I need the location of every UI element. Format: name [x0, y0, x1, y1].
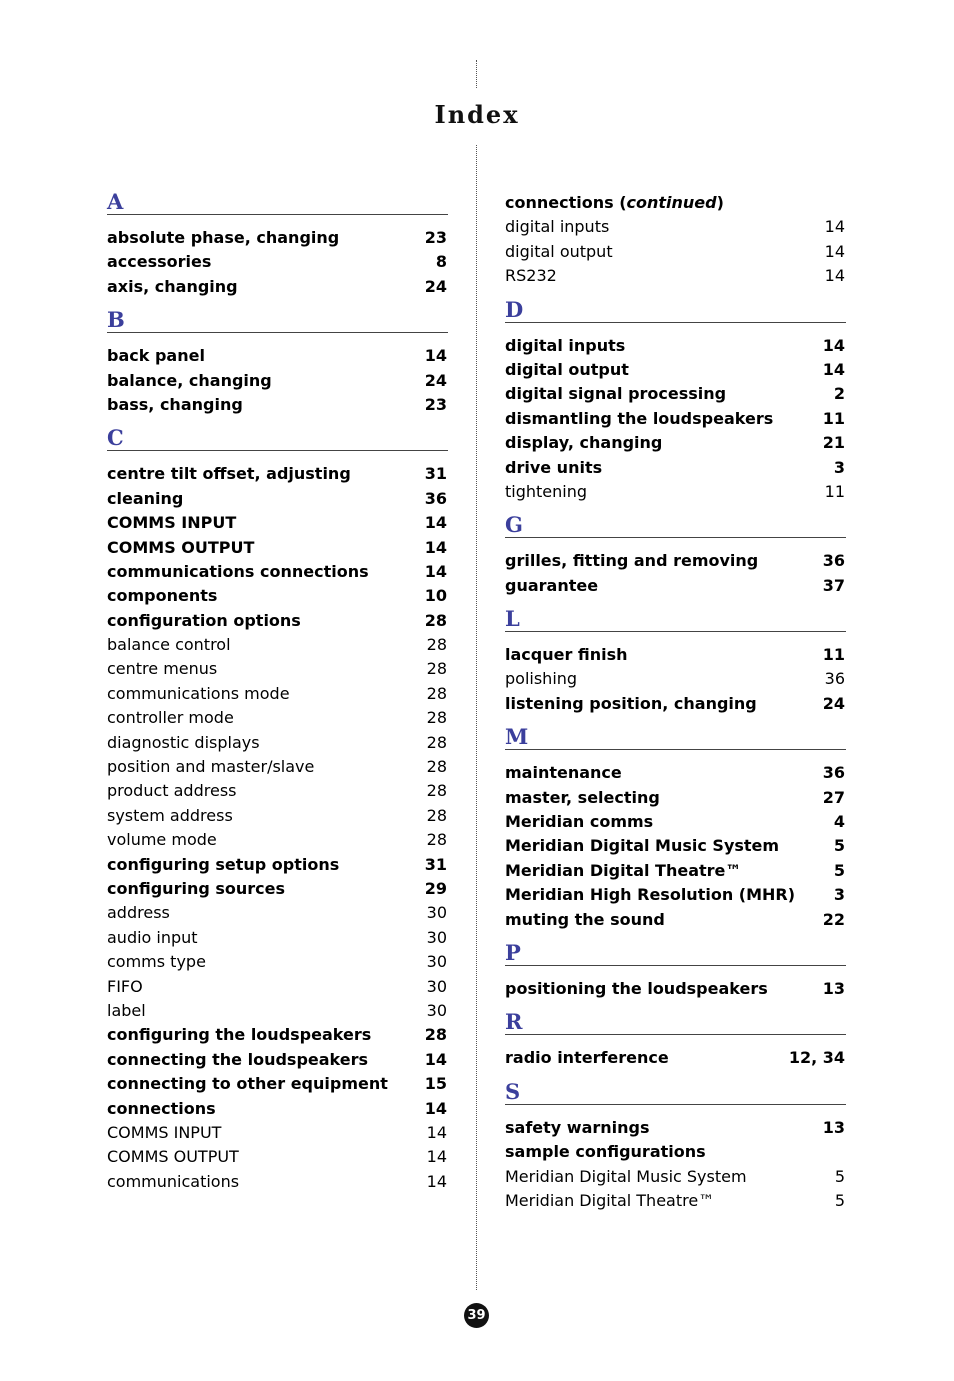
- index-entry-page: 31: [424, 464, 447, 484]
- index-entry: [107, 511, 448, 535]
- page-number-badge: 39: [464, 1303, 489, 1328]
- index-entry: [107, 682, 448, 706]
- index-entry: [107, 1170, 448, 1194]
- page-title: Index: [434, 100, 520, 129]
- index-entry-page: 11: [822, 408, 845, 428]
- section-letter-r: R: [505, 1007, 846, 1035]
- index-entry-term: display, changing: [505, 433, 663, 453]
- index-entry: [505, 264, 846, 288]
- index-entry: [107, 226, 448, 250]
- index-column-right: [505, 191, 846, 1213]
- index-entry-page: 28: [426, 659, 447, 679]
- section-letter-c: C: [107, 423, 448, 451]
- index-entry: [505, 215, 846, 239]
- index-entry-term: balance, changing: [107, 370, 272, 390]
- section-letter-a: A: [107, 187, 448, 215]
- index-entry-page: 24: [822, 693, 845, 713]
- index-entry-term: configuring the loudspeakers: [107, 1025, 372, 1045]
- index-entry-page: 14: [822, 335, 845, 355]
- index-entry-page: 30: [426, 903, 447, 923]
- index-entry: [107, 926, 448, 950]
- index-entry: [107, 584, 448, 608]
- index-entry: [107, 1145, 448, 1169]
- index-entry-term: radio interference: [505, 1048, 669, 1068]
- continued-heading-end: ): [716, 193, 724, 212]
- index-entry-term: digital inputs: [505, 217, 610, 237]
- index-entry-term: balance control: [107, 635, 231, 655]
- index-entry-page: 10: [424, 586, 447, 606]
- index-entry-term: maintenance: [505, 763, 622, 783]
- index-entry-page: 3: [833, 457, 845, 477]
- index-entry-page: 23: [424, 394, 447, 414]
- index-entry-page: 5: [833, 836, 845, 856]
- index-entry-term: tightening: [505, 481, 588, 501]
- index-column-left: [107, 187, 448, 1194]
- index-entry: [505, 908, 846, 932]
- index-entry: [107, 344, 448, 368]
- index-entry-term: volume mode: [107, 830, 217, 850]
- section-letter-m: M: [505, 722, 846, 750]
- index-entry: [107, 657, 448, 681]
- index-entry: [505, 240, 846, 264]
- index-entry-page: 30: [426, 1000, 447, 1020]
- index-entry-page: 13: [822, 978, 845, 998]
- index-entry-term: Meridian Digital Theatre™: [505, 1190, 715, 1210]
- index-entry-page: 2: [833, 384, 845, 404]
- index-entry-term: connecting to other equipment: [107, 1074, 388, 1094]
- index-entry-page: 37: [822, 575, 845, 595]
- index-entry-term: absolute phase, changing: [107, 228, 340, 247]
- index-entry-page: 30: [426, 952, 447, 972]
- index-entry-page: 30: [426, 927, 447, 947]
- index-entry: [505, 456, 846, 480]
- index-entry-page: 11: [824, 481, 845, 501]
- index-entry: [107, 1048, 448, 1072]
- index-entry-page: 14: [824, 241, 845, 261]
- index-entry: [505, 1165, 846, 1189]
- index-entry-page: 28: [426, 635, 447, 655]
- index-entry-page: 28: [426, 757, 447, 777]
- index-entry: [107, 633, 448, 657]
- index-entry-term: dismantling the loudspeakers: [505, 408, 774, 428]
- index-entry-term: audio input: [107, 927, 198, 947]
- index-entry: [107, 536, 448, 560]
- index-entry: [505, 786, 846, 810]
- index-entry: [505, 382, 846, 406]
- index-entry-term: digital output: [505, 359, 629, 379]
- index-entry-page: 14: [426, 1122, 447, 1142]
- index-entry-page: 22: [822, 909, 845, 929]
- index-entry: [107, 369, 448, 393]
- index-entry-term: master, selecting: [505, 787, 660, 807]
- index-entry-page: 28: [426, 805, 447, 825]
- index-entry-page: 30: [426, 976, 447, 996]
- index-entry-page: 12, 34: [788, 1048, 845, 1068]
- index-entry: [505, 549, 846, 573]
- index-entry: [505, 667, 846, 691]
- index-entry: [107, 1097, 448, 1121]
- index-entry-page: 36: [822, 551, 845, 571]
- index-entry-page: 3: [833, 885, 845, 905]
- index-entry-term: listening position, changing: [505, 693, 757, 713]
- index-entry-term: back panel: [107, 346, 205, 366]
- index-entry-page: 28: [426, 781, 447, 801]
- index-entry-page: 8: [435, 252, 447, 272]
- index-entry: [107, 1121, 448, 1145]
- column-divider: [476, 145, 477, 1290]
- index-entry-term: communications: [107, 1171, 240, 1191]
- section-letter-b: B: [107, 305, 448, 333]
- index-entry-term: address: [107, 903, 170, 923]
- index-entry: [107, 779, 448, 803]
- index-entry-page: 28: [424, 610, 447, 630]
- index-entry-term: sample configurations: [505, 1142, 706, 1162]
- index-entry-term: muting the sound: [505, 909, 665, 929]
- right-sections: [505, 295, 846, 1214]
- index-entry-page: 36: [424, 488, 447, 508]
- index-entry: [505, 480, 846, 504]
- index-entry-page: 11: [822, 645, 845, 665]
- index-entry-page: 14: [824, 266, 845, 286]
- index-entry: [107, 706, 448, 730]
- index-entry: [107, 828, 448, 852]
- index-entry-term: digital signal processing: [505, 384, 727, 404]
- index-entry-page: 5: [833, 860, 845, 880]
- index-entry-term: diagnostic displays: [107, 732, 260, 752]
- index-entry: [505, 431, 846, 455]
- index-entry: [107, 560, 448, 584]
- index-entry-page: 14: [426, 1171, 447, 1191]
- index-entry: [107, 853, 448, 877]
- index-entry-page: 28: [426, 683, 447, 703]
- index-entry: [505, 1140, 846, 1164]
- index-entry: [107, 804, 448, 828]
- index-entry-page: 14: [822, 359, 845, 379]
- index-entry-page: 5: [834, 1166, 845, 1186]
- continued-heading-italic: continued: [626, 193, 717, 212]
- index-entry-term: grilles, fitting and removing: [505, 551, 759, 571]
- index-entry: [505, 643, 846, 667]
- section-letter-s: S: [505, 1077, 846, 1105]
- index-entry-term: Meridian Digital Theatre™: [505, 860, 742, 880]
- index-entry-term: FIFO: [107, 976, 143, 996]
- index-entry-term: configuring setup options: [107, 854, 340, 874]
- index-entry-term: positioning the loudspeakers: [505, 978, 768, 998]
- index-entry-page: 36: [822, 763, 845, 783]
- section-letter-l: L: [505, 604, 846, 632]
- column-divider-top: [476, 60, 477, 88]
- index-entry: [107, 462, 448, 486]
- index-entry: [107, 275, 448, 299]
- index-entry: [505, 358, 846, 382]
- index-entry-page: 14: [424, 537, 447, 557]
- index-entry: [107, 487, 448, 511]
- index-entry-term: accessories: [107, 252, 212, 272]
- index-entry-page: 14: [424, 1049, 447, 1069]
- index-entry-term: COMMS OUTPUT: [107, 1147, 239, 1167]
- index-entry-page: 14: [424, 346, 447, 366]
- index-entry-page: 15: [424, 1074, 447, 1094]
- index-entry-page: 28: [426, 830, 447, 850]
- index-entry-term: system address: [107, 805, 233, 825]
- index-entry-term: digital inputs: [505, 335, 626, 355]
- section-letter-g: G: [505, 510, 846, 538]
- index-entry: [505, 692, 846, 716]
- index-entry-page: 24: [424, 370, 447, 390]
- index-entry: [107, 609, 448, 633]
- index-entry-page: 29: [424, 878, 447, 898]
- section-letter-d: D: [505, 295, 846, 323]
- index-entry-page: 28: [424, 1025, 447, 1045]
- index-entry: [505, 574, 846, 598]
- index-entry-term: communications mode: [107, 683, 290, 703]
- index-entry-term: comms type: [107, 952, 206, 972]
- index-entry: [107, 731, 448, 755]
- index-entry-term: bass, changing: [107, 394, 243, 414]
- index-entry: [505, 1046, 846, 1070]
- index-entry: [505, 407, 846, 431]
- index-entry-term: Meridian comms: [505, 812, 654, 832]
- index-entry: [107, 250, 448, 274]
- index-entry-term: digital output: [505, 241, 613, 261]
- index-entry-page: 36: [824, 669, 845, 689]
- continued-entries: [505, 215, 846, 288]
- index-entry: [505, 1189, 846, 1213]
- index-entry-term: safety warnings: [505, 1117, 650, 1137]
- index-entry-term: label: [107, 1000, 146, 1020]
- section-letter-p: P: [505, 938, 846, 966]
- index-entry: [505, 883, 846, 907]
- index-entry-term: polishing: [505, 669, 578, 689]
- index-entry-page: 5: [834, 1190, 845, 1210]
- index-entry-term: configuring sources: [107, 878, 286, 898]
- index-entry-page: 14: [424, 561, 447, 581]
- index-entry-term: controller mode: [107, 708, 234, 728]
- continued-heading: [505, 191, 846, 215]
- index-entry-page: 28: [426, 732, 447, 752]
- index-entry: [107, 950, 448, 974]
- index-entry-page: 23: [424, 228, 447, 247]
- index-entry: [505, 761, 846, 785]
- index-entry-page: 14: [824, 217, 845, 237]
- index-entry: [107, 975, 448, 999]
- index-entry: [505, 1116, 846, 1140]
- index-entry-term: guarantee: [505, 575, 599, 595]
- index-entry: [505, 334, 846, 358]
- index-entry-page: 13: [822, 1117, 845, 1137]
- index-entry-term: connections: [107, 1098, 216, 1118]
- index-entry: [107, 393, 448, 417]
- index-entry-page: 14: [424, 1098, 447, 1118]
- index-entry-term: connecting the loudspeakers: [107, 1049, 369, 1069]
- index-entry-term: COMMS INPUT: [107, 1122, 222, 1142]
- index-entry-term: product address: [107, 781, 237, 801]
- index-entry-term: axis, changing: [107, 276, 238, 296]
- index-entry: [107, 877, 448, 901]
- index-entry-term: drive units: [505, 457, 603, 477]
- index-entry: [505, 810, 846, 834]
- index-entry-term: RS232: [505, 266, 557, 286]
- index-entry-term: cleaning: [107, 488, 184, 508]
- index-entry-term: Meridian Digital Music System: [505, 1166, 747, 1186]
- index-entry: [107, 1023, 448, 1047]
- index-entry-page: 31: [424, 854, 447, 874]
- index-entry: [107, 1072, 448, 1096]
- index-entry-term: configuration options: [107, 610, 301, 630]
- index-entry-page: 14: [424, 513, 447, 533]
- continued-heading-main: connections (: [505, 193, 627, 212]
- index-entry: [107, 999, 448, 1023]
- index-entry: [505, 859, 846, 883]
- index-entry: [107, 901, 448, 925]
- index-entry-page: 4: [833, 812, 845, 832]
- index-entry-term: lacquer finish: [505, 645, 628, 665]
- index-entry-page: 27: [822, 787, 845, 807]
- index-entry-term: COMMS OUTPUT: [107, 537, 255, 557]
- index-entry-term: position and master/slave: [107, 757, 315, 777]
- index-entry-term: components: [107, 586, 218, 606]
- index-entry-term: Meridian High Resolution (MHR): [505, 885, 796, 905]
- index-entry: [505, 834, 846, 858]
- index-entry: [107, 755, 448, 779]
- index-entry-page: 24: [424, 276, 447, 296]
- index-entry-term: centre tilt offset, adjusting: [107, 464, 351, 484]
- index-entry-term: Meridian Digital Music System: [505, 836, 780, 856]
- index-entry: [505, 977, 846, 1001]
- index-entry-term: COMMS INPUT: [107, 513, 237, 533]
- index-entry-page: 21: [822, 433, 845, 453]
- index-entry-page: 14: [426, 1147, 447, 1167]
- index-entry-page: 28: [426, 708, 447, 728]
- index-entry-term: centre menus: [107, 659, 218, 679]
- index-entry-term: communications connections: [107, 561, 369, 581]
